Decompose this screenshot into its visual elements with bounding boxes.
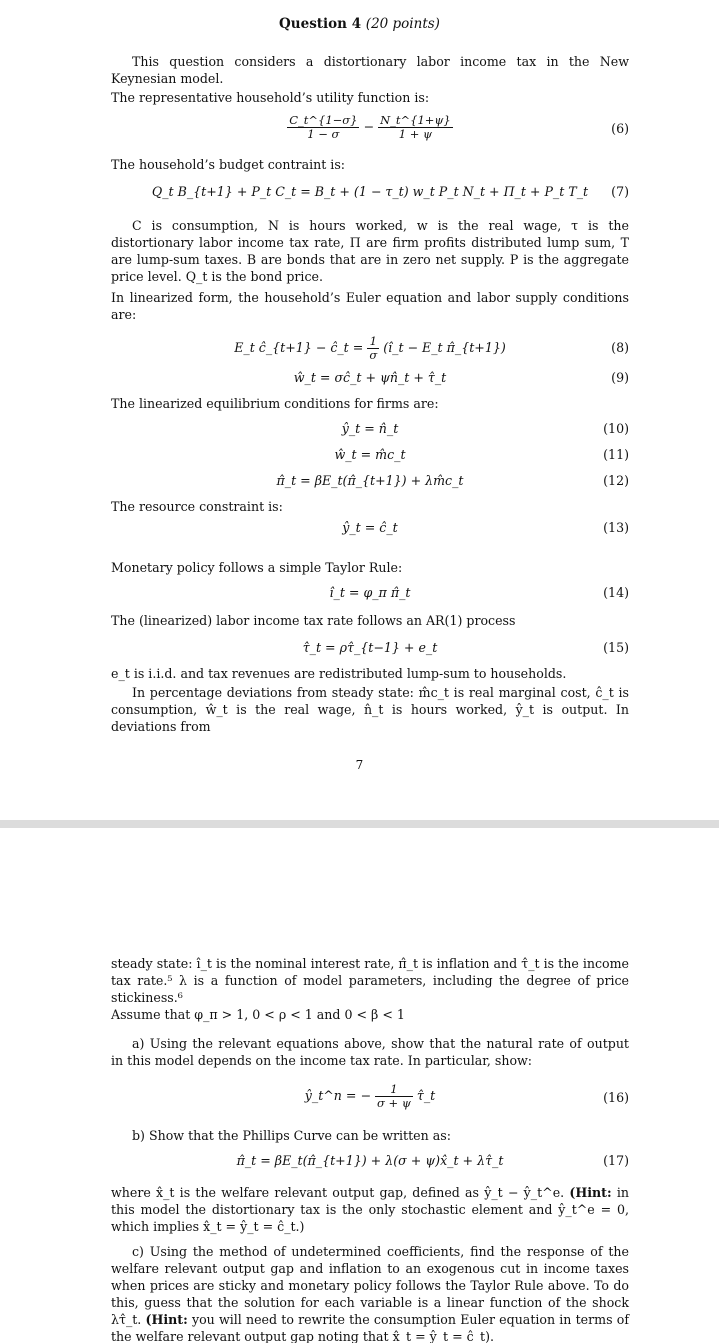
natural-output-fraction: $\frac{1}{\sigma + \psi}$ bbox=[377, 1082, 411, 1110]
ar1-label: The (linearized) labor income tax rate follows an AR(1) process bbox=[111, 613, 516, 628]
page-number: 7 bbox=[355, 758, 364, 772]
utility-fraction-consumption: $\frac{C\_t\^{}\{1-\sigma\}}{1 - \sigma}$ bbox=[289, 113, 358, 141]
utility-fraction-labor: $\frac{N\_t\^{}\{1+\psi\}}{1 + \psi}$ bbox=[380, 113, 451, 141]
page-8-body bbox=[111, 955, 629, 1343]
question-title: Question 4 (20 points) bbox=[279, 16, 440, 32]
firms-label: The linearized equilibrium conditions for firms are: bbox=[111, 396, 439, 411]
equation-number: (17) bbox=[603, 1153, 629, 1168]
equation-11: ŵ_t = m̂c_t (11) bbox=[334, 447, 629, 462]
equation-number: (10) bbox=[603, 421, 629, 436]
equation-9: ŵ_t = σĉ_t + ψn̂_t + τ̂_t (9) bbox=[293, 370, 629, 385]
equation-number: (12) bbox=[603, 473, 629, 488]
part-b: b) Show that the Phillips Curve can be written as: bbox=[132, 1128, 451, 1143]
equation-number: (6) bbox=[611, 121, 629, 136]
budget-label: The household’s budget contraint is: bbox=[111, 157, 346, 172]
equation-14: î_t = φ_π π̂_t (14) bbox=[329, 585, 629, 600]
equation-17: π̂_t = βE_t(π̂_{t+1}) + λ(σ + ψ)x̂_t + λτ̂_t (17) bbox=[236, 1153, 629, 1168]
assumption-text: Assume that φ_π > 1, 0 < ρ < 1 and 0 < β < 1 bbox=[111, 1007, 405, 1022]
page-8 bbox=[0, 828, 719, 1343]
equation-7: Q_t B_{t+1} + P_t C_t = B_t + (1 − τ_t) w_t P_t N_t + Π_t + P_t T_t (7) bbox=[151, 184, 629, 199]
intro-paragraph: This question considers a distortionary labor income tax in the New Keynesian model. bbox=[111, 54, 629, 86]
equation-number: (15) bbox=[603, 640, 629, 655]
equation-number: (11) bbox=[603, 447, 629, 462]
equation-6: $\frac{C\_t\^{}\{1-\sigma\}}{1 - \sigma}$ − $\frac{N\_t\^{}\{1+\psi\}}{1 + \psi}$ (6) bbox=[289, 113, 629, 141]
steady-state-paragraph: steady state: î_t is the nominal interest rate, π̂_t is inflation and τ̂_t is the income tax rate.⁵ λ is a function of model parameters, including the degree of price stickiness.⁶ bbox=[111, 956, 629, 1005]
equation-13: ŷ_t = ĉ_t (13) bbox=[342, 520, 629, 535]
taylor-label: Monetary policy follows a simple Taylor Rule: bbox=[111, 560, 403, 575]
equation-number: (16) bbox=[603, 1090, 629, 1105]
equation-number: (8) bbox=[611, 340, 629, 355]
equation-8: E_t ĉ_{t+1} − ĉ_t = $\frac{1}{\sigma}$ (î_t − E_t π̂_{t+1}) (8) bbox=[234, 334, 629, 362]
where-paragraph: where x̂_t is the welfare relevant output gap, defined as ŷ_t − ŷ_t^e. (Hint: in this model the distortionary tax is the only stochastic element and ŷ_t^e = 0, which implies x̂_t = ŷ_t = ĉ_t.) bbox=[111, 1185, 629, 1234]
iid-paragraph: e_t is i.i.d. and tax revenues are redistributed lump-sum to households. bbox=[111, 666, 567, 681]
equation-number: (9) bbox=[611, 370, 629, 385]
euler-fraction: $\frac{1}{\sigma}$ bbox=[369, 334, 378, 362]
equation-10: ŷ_t = n̂_t (10) bbox=[341, 421, 629, 436]
equation-15: τ̂_t = ρτ̂_{t−1} + e_t (15) bbox=[302, 640, 629, 655]
definitions-paragraph: C is consumption, N is hours worked, w is the real wage, τ is the distortionary labor income tax rate, Π are firm profits distributed lump sum, T are lump-sum taxes. B are bonds that are in zero net supply. P is the aggregate price level. Q_t is the bond price. bbox=[111, 218, 629, 284]
linearized-label: In linearized form, the household’s Euler equation and labor supply conditions are: bbox=[111, 290, 629, 322]
equation-number: (14) bbox=[603, 585, 629, 600]
part-a: a) Using the relevant equations above, show that the natural rate of output in this model depends on the income tax rate. In particular, show: bbox=[111, 1036, 629, 1068]
equation-number: (7) bbox=[611, 184, 629, 199]
equation-number: (13) bbox=[603, 520, 629, 535]
part-c: c) Using the method of undetermined coefficients, find the response of the welfare relevant output gap and inflation to an exogenous cut in income taxes when prices are sticky and monetary policy follows the Taylor Rule above. To do this, guess that the solution for each variable is a linear function of the shock λτ̂_t. (Hint: you will need to rewrite the consumption Euler equation in terms of the welfare relevant output gap noting that x̂_t = ŷ_t = ĉ_t). bbox=[111, 1244, 629, 1343]
equation-16: ŷ_t^n = − $\frac{1}{\sigma + \psi}$ τ̂_t (16) bbox=[304, 1082, 629, 1110]
deviations-paragraph: In percentage deviations from steady state: m̂c_t is real marginal cost, ĉ_t is consumption, ŵ_t is the real wage, n̂_t is hours worked, ŷ_t is output. In deviations from bbox=[111, 685, 629, 734]
page-7-body bbox=[111, 53, 629, 735]
resource-label: The resource constraint is: bbox=[111, 499, 283, 514]
utility-label: The representative household’s utility function is: bbox=[111, 90, 430, 105]
equation-12: π̂_t = βE_t(π̂_{t+1}) + λm̂c_t (12) bbox=[276, 473, 629, 488]
